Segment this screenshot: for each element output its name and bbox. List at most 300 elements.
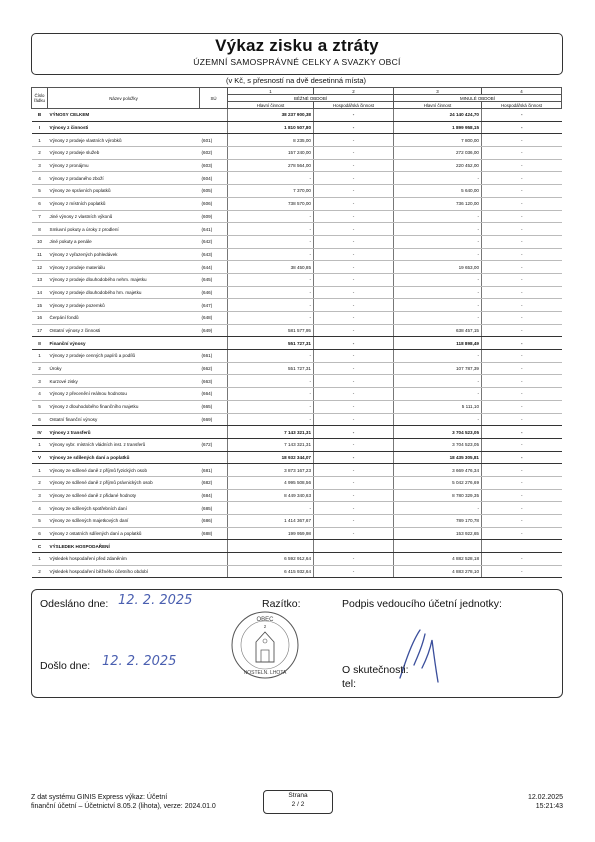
row-number: V (32, 451, 48, 464)
row-value-c1: 199 959,98 (228, 527, 314, 540)
row-value-c1: - (228, 375, 314, 388)
row-value-c2: - (314, 502, 394, 515)
row-su: (601) (200, 134, 228, 147)
report-header (31, 33, 563, 75)
table-row (32, 362, 562, 375)
row-value-c4: - (482, 248, 562, 261)
row-value-c2: - (314, 324, 394, 337)
units-note: (v Kč, s přesností na dvě desetinná místa) (225, 76, 367, 85)
row-value-c2: - (314, 147, 394, 160)
row-value-c4: - (482, 172, 562, 185)
row-value-c3: - (394, 210, 482, 223)
row-value-c1: 6 415 932,64 (228, 565, 314, 578)
table-row (32, 527, 562, 540)
row-value-c2: - (314, 476, 394, 489)
col-su-header: SÚ (200, 88, 228, 109)
row-value-c3: 118 898,49 (394, 337, 482, 350)
row-value-c2: - (314, 388, 394, 401)
row-value-c4: - (482, 121, 562, 134)
col-1-header: 1 (228, 88, 314, 95)
row-value-c1: 18 932 344,07 (228, 451, 314, 464)
row-su (200, 565, 228, 578)
row-name: Výnosy z činnosti (48, 121, 200, 134)
row-value-c2: - (314, 261, 394, 274)
row-su (200, 540, 228, 553)
table-row (32, 476, 562, 489)
row-su: (641) (200, 223, 228, 236)
row-su: (604) (200, 172, 228, 185)
row-value-c2: - (314, 375, 394, 388)
row-value-c1: 8 449 340,63 (228, 489, 314, 502)
stamp-text-bottom: NOSTELN. LHOTA (243, 670, 287, 676)
row-number: 3 (32, 159, 48, 172)
row-value-c3 (394, 540, 482, 553)
row-value-c1: 581 577,95 (228, 324, 314, 337)
stamp-icon (230, 610, 300, 680)
row-name: Ostatní výnosy z činnosti (48, 324, 200, 337)
row-number: II (32, 337, 48, 350)
row-value-c2: - (314, 565, 394, 578)
row-value-c3: 272 036,00 (394, 147, 482, 160)
row-value-c1: - (228, 388, 314, 401)
row-name: Kurzové zisky (48, 375, 200, 388)
row-name: Výnosy z prodeje cenných papírů a podílů (48, 350, 200, 363)
row-number: 5 (32, 515, 48, 528)
hosp-previous: Hospodářská činnost (482, 102, 562, 109)
table-row (32, 109, 562, 122)
table-row (32, 147, 562, 160)
received-date-handwritten: 12. 2. 2025 (102, 654, 177, 669)
table-row (32, 299, 562, 312)
page-subtitle: ÚZEMNÍ SAMOSPRÁVNÉ CELKY A SVAZKY OBCÍ (193, 57, 401, 67)
row-su: (688) (200, 527, 228, 540)
row-value-c3: 1 899 958,15 (394, 121, 482, 134)
row-su (200, 451, 228, 464)
row-value-c1: 38 450,85 (228, 261, 314, 274)
row-number: 4 (32, 502, 48, 515)
row-name: Výnosy ze správních poplatků (48, 185, 200, 198)
row-value-c2: - (314, 121, 394, 134)
stamp-text-mid: 2 (263, 624, 267, 629)
row-value-c2: - (314, 400, 394, 413)
row-value-c2: - (314, 248, 394, 261)
row-value-c3: 5 111,10 (394, 400, 482, 413)
row-name: Výnosy z prodeje služeb (48, 147, 200, 160)
row-value-c4: - (482, 350, 562, 363)
table-row (32, 438, 562, 451)
row-value-c4: - (482, 324, 562, 337)
period-current: BĚŽNÉ OBDOBÍ (228, 95, 394, 102)
table-row (32, 553, 562, 566)
row-su (200, 337, 228, 350)
row-value-c3: 107 787,39 (394, 362, 482, 375)
row-su: (642) (200, 235, 228, 248)
row-value-c1: 7 143 321,31 (228, 438, 314, 451)
table-row (32, 337, 562, 350)
table-row (32, 235, 562, 248)
row-number: 1 (32, 350, 48, 363)
row-su: (681) (200, 464, 228, 477)
row-value-c4: - (482, 197, 562, 210)
row-name: Výsledek hospodaření běžného účetního období (48, 565, 200, 578)
row-value-c4: - (482, 210, 562, 223)
row-value-c3: - (394, 273, 482, 286)
footer-line-1: Z dat systému GINIS Express výkaz: Účetní (31, 794, 168, 801)
table-row (32, 350, 562, 363)
row-value-c1: 7 143 321,31 (228, 426, 314, 439)
row-value-c2: - (314, 312, 394, 325)
row-value-c1: 278 564,00 (228, 159, 314, 172)
row-value-c3: - (394, 286, 482, 299)
table-row (32, 197, 562, 210)
row-number: 5 (32, 185, 48, 198)
row-su: (649) (200, 324, 228, 337)
row-value-c3: 4 883 278,10 (394, 565, 482, 578)
hlavni-previous: Hlavní činnost (394, 102, 482, 109)
table-row (32, 248, 562, 261)
table-row (32, 413, 562, 426)
row-value-c2: - (314, 235, 394, 248)
row-su: (684) (200, 489, 228, 502)
row-value-c1: 6 592 912,64 (228, 553, 314, 566)
row-value-c1: 738 570,00 (228, 197, 314, 210)
row-name: Výnosy ze sdílených majetkových daní (48, 515, 200, 528)
row-su: (645) (200, 273, 228, 286)
table-row (32, 312, 562, 325)
row-value-c2: - (314, 350, 394, 363)
row-value-c2: - (314, 426, 394, 439)
row-value-c1: 38 237 900,38 (228, 109, 314, 122)
page-value: 2 / 2 (291, 801, 305, 808)
row-name: Výnosy z dlouhodobého finančního majetku (48, 400, 200, 413)
row-value-c4: - (482, 388, 562, 401)
row-number: 7 (32, 210, 48, 223)
row-value-c4: - (482, 147, 562, 160)
row-number: 5 (32, 400, 48, 413)
row-name: Výnosy z vyřazených pohledávek (48, 248, 200, 261)
row-value-c4: - (482, 489, 562, 502)
signature-scribble (392, 620, 472, 690)
row-value-c3: 5 640,00 (394, 185, 482, 198)
row-value-c2: - (314, 553, 394, 566)
row-name: Jiné pokuty a penále (48, 235, 200, 248)
row-su: (669) (200, 413, 228, 426)
row-value-c3: - (394, 235, 482, 248)
stamp-text-top: OBEC (256, 617, 274, 623)
row-value-c2 (314, 540, 394, 553)
col-nazev-header: Název položky (48, 88, 200, 109)
row-name: Smluvní pokuty a úroky z prodlení (48, 223, 200, 236)
table-row (32, 502, 562, 515)
row-value-c1: - (228, 172, 314, 185)
row-value-c2: - (314, 197, 394, 210)
row-name: Jiné výnosy z vlastních výkonů (48, 210, 200, 223)
row-value-c2: - (314, 172, 394, 185)
signature-box (31, 589, 563, 698)
col-2-header: 2 (314, 88, 394, 95)
row-su: (605) (200, 185, 228, 198)
row-value-c1: 8 235,00 (228, 134, 314, 147)
row-number: 4 (32, 172, 48, 185)
row-su: (643) (200, 248, 228, 261)
col-3-header: 3 (394, 88, 482, 95)
row-value-c2: - (314, 286, 394, 299)
row-name: Finanční výnosy (48, 337, 200, 350)
table-header-row (32, 88, 562, 95)
row-name: Výnosy vybr. místních vládních inst. z transferů (48, 438, 200, 451)
row-su: (602) (200, 147, 228, 160)
row-su: (672) (200, 438, 228, 451)
row-value-c3: 4 882 528,18 (394, 553, 482, 566)
row-value-c4: - (482, 134, 562, 147)
footer-line-2: finanční účetní – Účetnictví 8.05.2 (lihota), verze: 2024.01.0 (31, 803, 216, 810)
row-value-c3: - (394, 172, 482, 185)
row-number: 2 (32, 476, 48, 489)
row-value-c4: - (482, 476, 562, 489)
table-row (32, 159, 562, 172)
table-row (32, 134, 562, 147)
row-number: 16 (32, 312, 48, 325)
table-row (32, 540, 562, 553)
row-number: 2 (32, 147, 48, 160)
row-name: Výnosy ze sdílené daně z příjmů fyzických osob (48, 464, 200, 477)
footer-timestamp (528, 793, 563, 811)
row-su: (663) (200, 375, 228, 388)
table-row (32, 185, 562, 198)
col-4-header: 4 (482, 88, 562, 95)
row-value-c4: - (482, 362, 562, 375)
row-number: 3 (32, 489, 48, 502)
row-value-c2: - (314, 413, 394, 426)
row-su: (644) (200, 261, 228, 274)
row-number: 1 (32, 134, 48, 147)
table-row (32, 261, 562, 274)
row-value-c1: - (228, 286, 314, 299)
row-name: Výnosy z prodeje materiálu (48, 261, 200, 274)
row-value-c4: - (482, 109, 562, 122)
row-value-c3: 18 435 305,81 (394, 451, 482, 464)
skutecnost-label: O skutečnosti: (342, 664, 409, 676)
row-name: Výnosy z přecenění reálnou hodnotou (48, 388, 200, 401)
row-value-c4: - (482, 375, 562, 388)
row-value-c4 (482, 540, 562, 553)
row-value-c3: 789 170,78 (394, 515, 482, 528)
row-value-c3: 24 140 424,70 (394, 109, 482, 122)
row-number: 4 (32, 388, 48, 401)
row-value-c1: 7 370,00 (228, 185, 314, 198)
table-row (32, 286, 562, 299)
table-row (32, 324, 562, 337)
row-number: 15 (32, 299, 48, 312)
footer-time: 15:21:43 (535, 803, 563, 810)
row-value-c3: 8 780 329,35 (394, 489, 482, 502)
row-value-c1: 1 810 507,80 (228, 121, 314, 134)
row-value-c3: 19 653,00 (394, 261, 482, 274)
table-row (32, 172, 562, 185)
row-name: Výsledek hospodaření před zdaněním (48, 553, 200, 566)
received-label: Došlo dne: (40, 660, 91, 672)
row-number: C (32, 540, 48, 553)
row-value-c4: - (482, 299, 562, 312)
page-number-box (263, 790, 333, 814)
row-value-c1: - (228, 273, 314, 286)
row-value-c4: - (482, 502, 562, 515)
row-value-c4: - (482, 451, 562, 464)
table-row (32, 210, 562, 223)
row-value-c2: - (314, 515, 394, 528)
row-su: (665) (200, 400, 228, 413)
row-name: Výnosy z prodeje dlouhodobého hm. majetku (48, 286, 200, 299)
row-su: (647) (200, 299, 228, 312)
row-value-c1: - (228, 400, 314, 413)
row-value-c4: - (482, 273, 562, 286)
row-value-c4: - (482, 286, 562, 299)
row-su: (664) (200, 388, 228, 401)
row-value-c3: 638 457,15 (394, 324, 482, 337)
row-value-c4: - (482, 565, 562, 578)
footer-date: 12.02.2025 (527, 794, 563, 801)
row-value-c2: - (314, 527, 394, 540)
row-name: Výnosy z pronájmu (48, 159, 200, 172)
row-value-c1: - (228, 413, 314, 426)
table-row (32, 565, 562, 578)
row-value-c3: 153 922,65 (394, 527, 482, 540)
row-value-c4: - (482, 438, 562, 451)
hosp-current: Hospodářská činnost (314, 102, 394, 109)
period-previous: MINULÉ OBDOBÍ (394, 95, 562, 102)
row-number: IV (32, 426, 48, 439)
row-number: 2 (32, 565, 48, 578)
sent-date-handwritten: 12. 2. 2025 (118, 593, 193, 608)
row-name: Výnosy z transferů (48, 426, 200, 439)
row-su: (662) (200, 362, 228, 375)
row-value-c2: - (314, 185, 394, 198)
row-name: Čerpání fondů (48, 312, 200, 325)
row-number: 10 (32, 235, 48, 248)
row-value-c1 (228, 540, 314, 553)
row-name: Výnosy ze sdílených daní a poplatků (48, 451, 200, 464)
row-value-c4: - (482, 261, 562, 274)
row-number: 1 (32, 464, 48, 477)
page-label: Strana (288, 792, 308, 799)
row-value-c4: - (482, 312, 562, 325)
row-value-c4: - (482, 223, 562, 236)
row-su (200, 426, 228, 439)
row-value-c4: - (482, 159, 562, 172)
row-value-c3: 220 452,00 (394, 159, 482, 172)
row-value-c3: - (394, 388, 482, 401)
row-name: Ostatní finanční výnosy (48, 413, 200, 426)
table-row (32, 464, 562, 477)
row-su: (606) (200, 197, 228, 210)
row-value-c3: 5 042 276,69 (394, 476, 482, 489)
table-row (32, 515, 562, 528)
stamp-label: Razítko: (262, 598, 301, 610)
row-value-c3: - (394, 375, 482, 388)
row-value-c2: - (314, 159, 394, 172)
row-value-c4: - (482, 426, 562, 439)
row-value-c1: 551 727,31 (228, 337, 314, 350)
row-number: 2 (32, 362, 48, 375)
row-number: 6 (32, 527, 48, 540)
col-cislo-header: Číslo řádku (32, 88, 48, 109)
row-value-c3: 3 704 523,05 (394, 426, 482, 439)
income-statement-table (31, 87, 562, 578)
row-value-c3: - (394, 413, 482, 426)
row-value-c4: - (482, 464, 562, 477)
table-row (32, 451, 562, 464)
footer-source (31, 793, 216, 811)
row-value-c1: - (228, 299, 314, 312)
row-name: Výnosy ze sdílené daně z příjmů právnických osob (48, 476, 200, 489)
row-su: (686) (200, 515, 228, 528)
row-value-c1: - (228, 248, 314, 261)
table-row (32, 223, 562, 236)
row-value-c1: 157 240,00 (228, 147, 314, 160)
row-value-c1: 1 414 367,67 (228, 515, 314, 528)
row-value-c1: 551 727,31 (228, 362, 314, 375)
row-value-c3: 3 669 476,34 (394, 464, 482, 477)
row-su: (648) (200, 312, 228, 325)
row-number: 14 (32, 286, 48, 299)
row-value-c1: 4 995 508,56 (228, 476, 314, 489)
row-value-c4: - (482, 235, 562, 248)
row-value-c3: 736 120,00 (394, 197, 482, 210)
row-number: 12 (32, 261, 48, 274)
row-value-c2: - (314, 489, 394, 502)
row-name: VÝSLEDEK HOSPODAŘENÍ (48, 540, 200, 553)
row-name: Výnosy z prodeje dlouhodobého nehm. majetku (48, 273, 200, 286)
row-value-c1: 3 873 167,23 (228, 464, 314, 477)
row-value-c3: - (394, 248, 482, 261)
row-name: Výnosy z prodaného zboží (48, 172, 200, 185)
row-value-c1: - (228, 350, 314, 363)
row-number: 6 (32, 413, 48, 426)
row-value-c2: - (314, 337, 394, 350)
page-title: Výkaz zisku a ztráty (215, 36, 379, 55)
row-name: Výnosy z prodeje vlastních výrobků (48, 134, 200, 147)
row-value-c3: - (394, 223, 482, 236)
row-name: Výnosy z ostatních sdílených daní a poplatků (48, 527, 200, 540)
table-row (32, 375, 562, 388)
table-row (32, 273, 562, 286)
row-value-c4: - (482, 553, 562, 566)
row-name: VÝNOSY CELKEM (48, 109, 200, 122)
row-su (200, 121, 228, 134)
row-number: 1 (32, 438, 48, 451)
row-number: 8 (32, 223, 48, 236)
row-value-c4: - (482, 527, 562, 540)
row-name: Výnosy ze sdílené daně z přidané hodnoty (48, 489, 200, 502)
row-number: 11 (32, 248, 48, 261)
row-su: (603) (200, 159, 228, 172)
row-su: (661) (200, 350, 228, 363)
row-name: Výnosy z místních poplatků (48, 197, 200, 210)
table-row (32, 400, 562, 413)
row-number: 13 (32, 273, 48, 286)
row-name: Výnosy z prodeje pozemků (48, 299, 200, 312)
row-value-c2: - (314, 451, 394, 464)
table-row (32, 388, 562, 401)
row-value-c3: - (394, 299, 482, 312)
row-value-c3: 7 800,00 (394, 134, 482, 147)
row-number: 6 (32, 197, 48, 210)
hlavni-current: Hlavní činnost (228, 102, 314, 109)
row-value-c2: - (314, 464, 394, 477)
row-number: I (32, 121, 48, 134)
row-value-c3: - (394, 502, 482, 515)
row-su: (685) (200, 502, 228, 515)
